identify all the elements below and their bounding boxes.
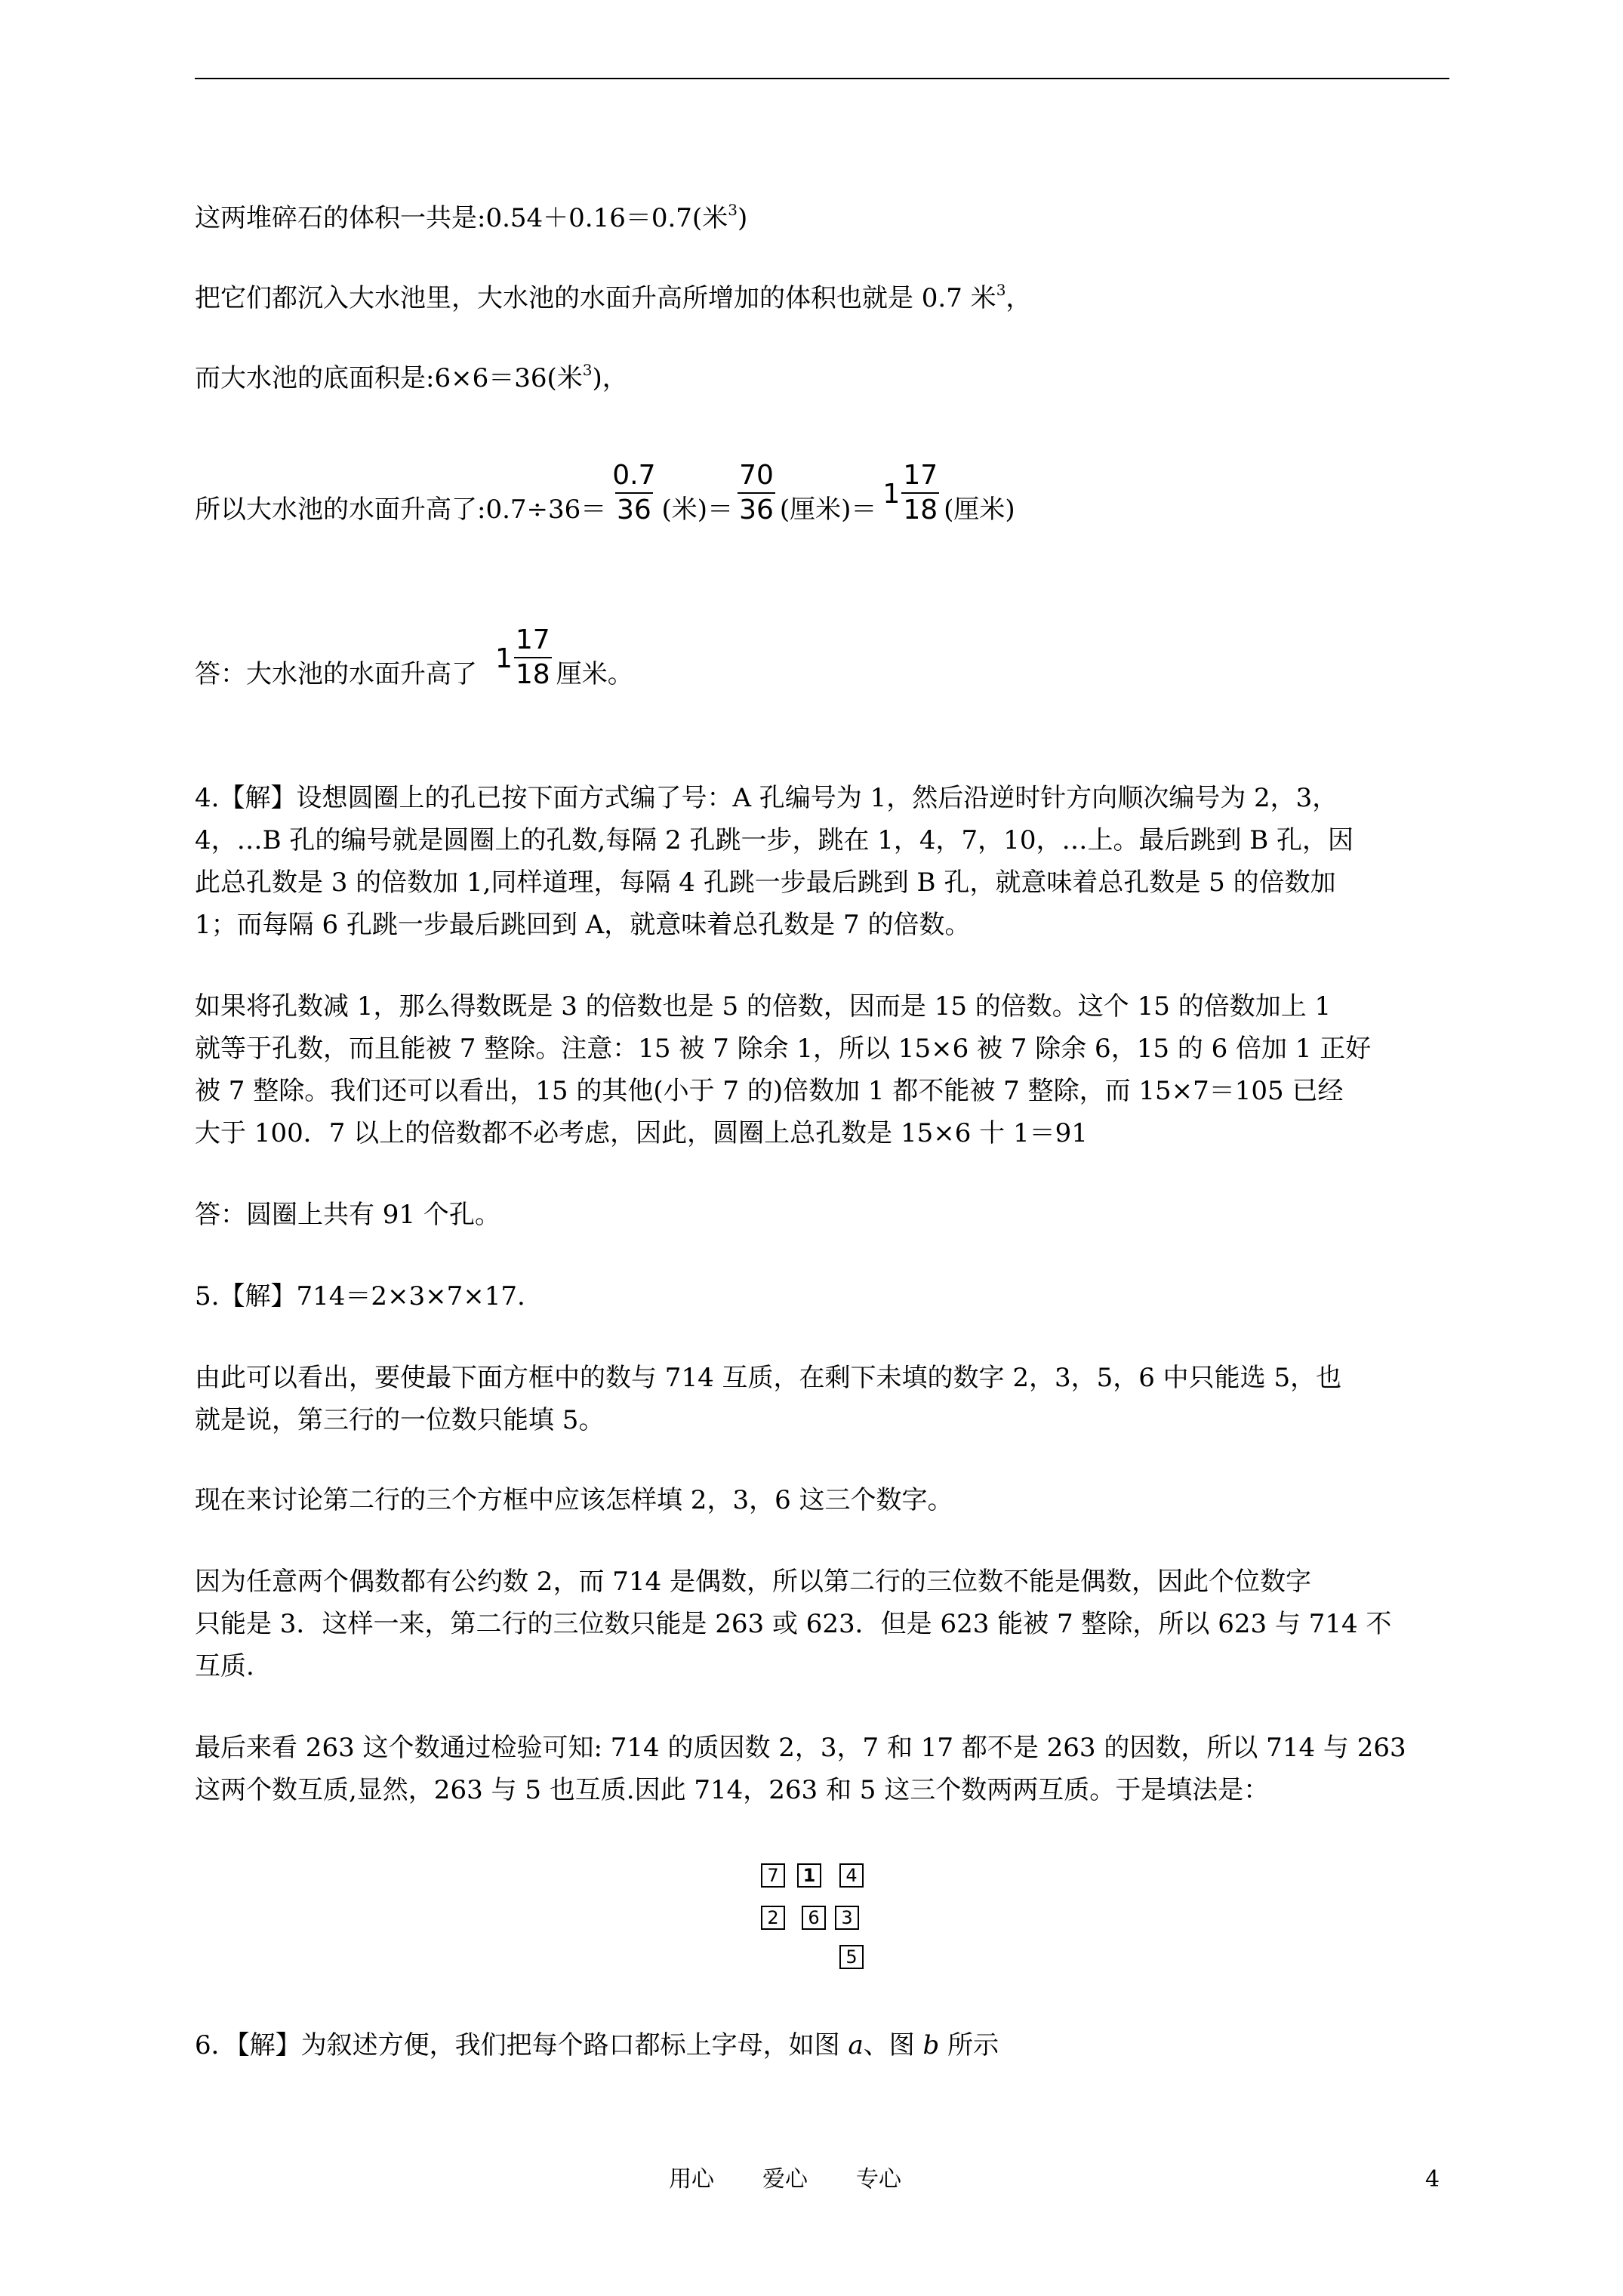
s5-p3-l3: 互质.: [195, 1651, 254, 1681]
volume-sum-end: ): [737, 203, 748, 233]
rise-calc-prefix: 所以大水池的水面升高了:0.7÷36＝: [195, 495, 607, 525]
s5-heading: 5.【解】714＝2×3×7×17.: [195, 1281, 525, 1311]
s4-p2-l1: 如果将孔数减 1，那么得数既是 3 的倍数也是 5 的倍数，因而是 15 的倍数。这个 15 的倍数加上 1: [195, 991, 1332, 1022]
rise-calculation-line: [195, 462, 1015, 524]
grid-cell: 6: [802, 1906, 826, 1930]
sink-volume-line: [195, 281, 1032, 313]
superscript: 3: [996, 281, 1006, 299]
figure-a-label: a: [848, 2030, 864, 2060]
unit-centimeters-final: (厘米): [944, 495, 1015, 525]
volume-sum-line: [195, 201, 748, 233]
page-number: 4: [1425, 2166, 1440, 2193]
footer-word: 爱心: [762, 2166, 808, 2193]
footer-word: 用心: [669, 2166, 714, 2193]
fraction-meters: [611, 462, 657, 524]
base-area-line: [195, 361, 628, 393]
s4-answer: 答：圆圈上共有 91 个孔。: [195, 1200, 500, 1230]
fraction-denominator: 18: [514, 657, 552, 689]
s4-p2-l4: 大于 100．7 以上的倍数都不必考虑，因此，圆圈上总孔数是 15×6 十 1＝91: [195, 1118, 1088, 1148]
fraction-denominator: 36: [738, 492, 775, 524]
s4-p1-l2: 4，…B 孔的编号就是圆圈上的孔数,每隔 2 孔跳一步，跳在 1，4，7，10，…上。最后跳到 B 孔，因: [195, 825, 1354, 855]
grid-cell: 5: [839, 1945, 864, 1969]
mixed-whole: 1: [495, 643, 513, 674]
superscript: 3: [728, 201, 738, 219]
fraction-denominator: 36: [615, 492, 653, 524]
fraction-centimeters: [738, 462, 775, 524]
s6-prefix: 6．【解】为叙述方便，我们把每个路口都标上字母，如图: [195, 2030, 848, 2060]
unit-centimeters: (厘米)＝: [779, 495, 877, 525]
s5-p1-l2: 就是说，第三行的一位数只能填 5。: [195, 1405, 605, 1435]
footer-motto: [669, 2168, 901, 2191]
answer-3-suffix: 厘米。: [556, 659, 633, 689]
mixed-number: [882, 462, 944, 524]
volume-sum-text: 这两堆碎石的体积一共是:0.54＋0.16＝0.7(米: [195, 203, 728, 233]
fraction-numerator: 70: [739, 460, 774, 491]
sink-volume-text: 把它们都沉入大水池里，大水池的水面升高所增加的体积也就是 0.7 米: [195, 283, 996, 313]
fraction-numerator: 17: [515, 624, 550, 655]
answer-mixed-number: [495, 624, 556, 690]
fraction-numerator: 17: [903, 460, 938, 491]
s5-p4-l1: 最后来看 263 这个数通过检验可知: 714 的质因数 2，3，7 和 17 都不是 263 的因数，所以 714 与 263: [195, 1733, 1406, 1763]
grid-cell: 4: [839, 1863, 864, 1888]
s5-p2: 现在来讨论第二行的三个方框中应该怎样填 2，3，6 这三个数字。: [195, 1485, 953, 1515]
s6-mid: 、图: [863, 2030, 923, 2060]
base-area-text: 而大水池的底面积是:6×6＝36(米: [195, 363, 583, 393]
mixed-fraction: [901, 462, 939, 524]
base-area-end: )，: [592, 363, 628, 393]
superscript: 3: [582, 361, 593, 379]
unit-meters: (米)＝: [661, 495, 734, 525]
s4-p1-l1: 4.【解】设想圆圈上的孔已按下面方式编了号：A 孔编号为 1，然后沿逆时针方向顺次编号为 2，3，: [195, 783, 1338, 813]
answer-3-prefix: 答：大水池的水面升高了: [195, 659, 477, 689]
s4-p1-l4: 1；而每隔 6 孔跳一步最后跳回到 A，就意味着总孔数是 7 的倍数。: [195, 910, 971, 940]
grid-cell: 2: [761, 1906, 785, 1930]
grid-cell: 1: [797, 1863, 821, 1888]
grid-cell: 7: [761, 1863, 785, 1888]
fraction-numerator: 0.7: [612, 460, 656, 491]
sink-volume-end: ，: [1006, 283, 1032, 313]
digit-grid-figure: [761, 1863, 874, 1969]
mixed-fraction: [514, 624, 552, 690]
s6-suffix: 所示: [939, 2030, 999, 2060]
figure-b-label: b: [922, 2030, 940, 2060]
header-rule: [195, 78, 1449, 79]
s5-p3-l2: 只能是 3．这样一来，第二行的三位数只能是 263 或 623．但是 623 能被 7 整除，所以 623 与 714 不: [195, 1609, 1392, 1639]
fraction-denominator: 18: [901, 492, 939, 524]
s5-p4-l2: 这两个数互质,显然，263 与 5 也互质.因此 714，263 和 5 这三个数两两互质。于是填法是：: [195, 1775, 1270, 1805]
grid-cell: 3: [835, 1906, 859, 1930]
mixed-whole: 1: [882, 479, 901, 510]
s4-p2-l2: 就等于孔数，而且能被 7 整除。注意：15 被 7 除余 1，所以 15×6 被 7 除余 6，15 的 6 倍加 1 正好: [195, 1034, 1372, 1064]
s4-p2-l3: 被 7 整除。我们还可以看出，15 的其他(小于 7 的)倍数加 1 都不能被 7 整除，而 15×7＝105 已经: [195, 1076, 1344, 1106]
s4-p1-l3: 此总孔数是 3 的倍数加 1,同样道理，每隔 4 孔跳一步最后跳到 B 孔，就意味着总孔数是 5 的倍数加: [195, 868, 1336, 898]
footer-word: 专心: [856, 2166, 901, 2193]
answer-3-line: [195, 624, 633, 690]
s6-heading: [195, 2032, 999, 2058]
s5-p1-l1: 由此可以看出，要使最下面方框中的数与 714 互质，在剩下未填的数字 2，3，5，6 中只能选 5，也: [195, 1363, 1342, 1393]
s5-p3-l1: 因为任意两个偶数都有公约数 2，而 714 是偶数，所以第二行的三位数不能是偶数，因此个位数字: [195, 1567, 1311, 1597]
